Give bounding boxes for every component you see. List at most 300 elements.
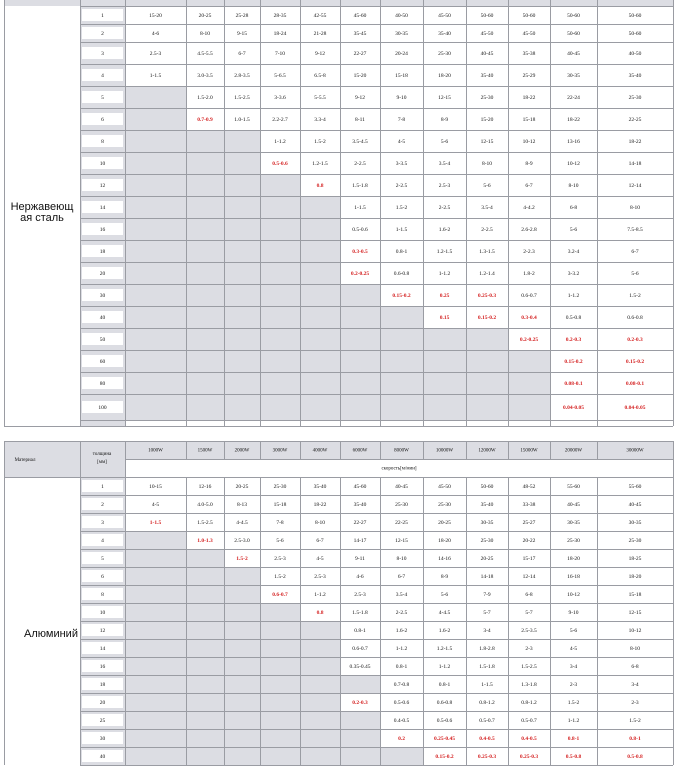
steel-speed-cell: 0.15-0.2 — [625, 358, 645, 365]
aluminum-speed-cell: 2-2.5 — [395, 609, 408, 616]
aluminum-speed-cell: 5-6 — [440, 591, 449, 598]
steel-speed-cell: 0.6-0.8 — [627, 314, 643, 321]
aluminum-speed-cell: 4-5 — [151, 501, 160, 508]
steel-speed-cell: 50-60 — [628, 12, 642, 19]
steel-speed-cell: 1.5-2 — [395, 204, 408, 211]
steel-speed-cell: 3.5-4.5 — [352, 138, 368, 145]
aluminum-speed-cell: 22-25 — [395, 519, 408, 526]
steel-speed-cell: 25-30 — [480, 94, 494, 101]
aluminum-empty-cell — [300, 747, 340, 765]
steel-speed-cell: 0.25 — [439, 292, 450, 299]
steel-empty-cell — [508, 350, 550, 372]
aluminum-empty-cell — [186, 603, 224, 621]
steel-empty-cell — [186, 152, 224, 174]
aluminum-empty-cell — [380, 747, 423, 765]
aluminum-power-header: 15000W — [520, 448, 538, 454]
steel-speed-cell: 28-35 — [273, 12, 287, 19]
aluminum-speed-cell: 8-10 — [314, 519, 326, 526]
aluminum-speed-cell: 1.5-2 — [274, 573, 286, 580]
aluminum-empty-cell — [125, 657, 186, 675]
steel-empty-cell — [224, 152, 260, 174]
steel-thickness-value: 14 — [99, 204, 106, 211]
aluminum-power-header: 8000W — [394, 448, 409, 454]
aluminum-speed-cell: 55-60 — [628, 483, 642, 490]
steel-empty-cell — [186, 350, 224, 372]
steel-speed-cell: 15-20 — [480, 116, 494, 123]
steel-empty-cell — [260, 306, 300, 328]
steel-empty-cell — [186, 218, 224, 240]
steel-speed-cell: 18-22 — [522, 94, 536, 101]
aluminum-speed-cell: 40-45 — [395, 483, 408, 490]
aluminum-speed-cell: 8-13 — [236, 501, 248, 508]
steel-speed-cell: 1.5-2.5 — [234, 94, 250, 101]
steel-speed-cell: 45-50 — [522, 30, 536, 37]
aluminum-empty-cell — [260, 603, 300, 621]
steel-thickness-value: 2 — [101, 30, 104, 37]
aluminum-speed-cell: 1.8-2.8 — [479, 645, 495, 652]
aluminum-empty-cell — [186, 585, 224, 603]
steel-empty-cell — [186, 196, 224, 218]
aluminum-empty-cell — [125, 639, 186, 657]
aluminum-speed-cell: 6-8 — [631, 663, 639, 670]
aluminum-empty-cell — [125, 675, 186, 693]
aluminum-speed-cell: 15-17 — [522, 555, 536, 562]
steel-empty-cell — [224, 240, 260, 262]
steel-empty-cell — [380, 350, 423, 372]
aluminum-speed-cell: 1-1.5 — [481, 681, 493, 688]
steel-speed-cell: 18-22 — [567, 116, 580, 123]
aluminum-speed-cell: 18-20 — [438, 537, 451, 544]
aluminum-thickness-value: 10 — [99, 609, 106, 616]
aluminum-speed-cell: 45-50 — [438, 483, 451, 490]
aluminum-material-header: Материал — [14, 458, 36, 464]
aluminum-speed-cell: 1.5-1.8 — [479, 663, 495, 670]
steel-empty-cell — [300, 306, 340, 328]
steel-empty-cell — [340, 394, 380, 420]
aluminum-empty-cell — [260, 711, 300, 729]
aluminum-speed-cell: 1.5-1.8 — [352, 609, 368, 616]
steel-speed-cell: 1-1.5 — [395, 226, 408, 233]
aluminum-speed-cell: 30-35 — [567, 519, 580, 526]
aluminum-speed-cell: 20-25 — [480, 555, 494, 562]
steel-empty-cell — [125, 328, 186, 350]
aluminum-power-header: 30000W — [626, 448, 644, 454]
aluminum-speed-cell: 16-18 — [567, 573, 580, 580]
aluminum-speed-cell: 12-15 — [628, 609, 642, 616]
aluminum-speed-cell: 1-1.2 — [438, 663, 451, 670]
steel-speed-cell: 15-20 — [149, 12, 162, 19]
aluminum-speed-label: скорость[м/мин] — [381, 466, 417, 472]
steel-speed-cell: 5-6 — [569, 226, 578, 233]
aluminum-speed-cell: 1.6-2 — [438, 627, 451, 634]
aluminum-speed-cell: 4-4.5 — [438, 609, 451, 616]
steel-speed-cell: 2-2.5 — [395, 182, 408, 189]
steel-empty-cell — [260, 350, 300, 372]
steel-speed-cell: 15-20 — [353, 72, 367, 79]
steel-speed-cell: 13-16 — [567, 138, 580, 145]
steel-speed-cell: 45-50 — [438, 12, 451, 19]
steel-empty-cell — [125, 284, 186, 306]
aluminum-empty-cell — [260, 639, 300, 657]
aluminum-speed-cell: 1.2-1.5 — [436, 645, 453, 652]
aluminum-empty-cell — [260, 729, 300, 747]
aluminum-speed-cell: 1.5-2 — [629, 717, 641, 724]
aluminum-empty-cell — [300, 693, 340, 711]
steel-empty-cell — [260, 328, 300, 350]
steel-speed-cell: 8-9 — [440, 116, 449, 123]
steel-speed-cell: 0.15 — [439, 314, 450, 321]
steel-speed-cell: 5-6.5 — [274, 72, 286, 79]
steel-speed-cell: 8-11 — [355, 116, 365, 123]
steel-speed-cell: 0.8 — [316, 182, 324, 189]
aluminum-speed-cell: 40-45 — [567, 501, 580, 508]
aluminum-speed-cell: 25-27 — [522, 519, 536, 526]
steel-speed-cell: 2-2.3 — [523, 248, 535, 255]
steel-speed-cell: 25-29 — [522, 72, 536, 79]
aluminum-speed-cell: 30-35 — [628, 519, 642, 526]
steel-speed-cell: 4-4.2 — [523, 204, 535, 211]
steel-empty-cell — [380, 306, 423, 328]
aluminum-power-header: 1500W — [197, 448, 213, 454]
steel-empty-cell — [224, 350, 260, 372]
aluminum-speed-cell: 1.5-2 — [236, 555, 248, 562]
steel-empty-cell — [340, 350, 380, 372]
aluminum-speed-cell: 4-6 — [356, 573, 364, 580]
aluminum-empty-cell — [260, 657, 300, 675]
aluminum-speed-cell: 0.15-0.2 — [435, 753, 454, 760]
aluminum-speed-cell: 0.8-1.2 — [479, 699, 495, 706]
steel-empty-cell — [186, 394, 224, 420]
steel-speed-cell: 3.2-4 — [567, 248, 580, 255]
steel-empty-cell — [125, 372, 186, 394]
aluminum-empty-cell — [186, 729, 224, 747]
aluminum-speed-cell: 50-60 — [480, 483, 494, 490]
aluminum-speed-cell: 48-52 — [522, 483, 536, 490]
steel-empty-cell — [508, 372, 550, 394]
aluminum-speed-cell: 2-3 — [569, 681, 578, 688]
aluminum-empty-cell — [224, 621, 260, 639]
steel-speed-cell: 22-24 — [567, 94, 580, 101]
aluminum-speed-cell: 40-45 — [628, 501, 642, 508]
steel-speed-cell: 5-6 — [440, 138, 449, 145]
steel-empty-cell — [466, 394, 508, 420]
aluminum-speed-cell: 3-4 — [569, 663, 578, 670]
steel-speed-cell: 40-45 — [567, 50, 580, 57]
steel-speed-cell: 1.8-2 — [523, 270, 535, 277]
aluminum-speed-cell: 2.5-3 — [314, 573, 326, 580]
steel-speed-cell: 0.5-0.6 — [352, 226, 368, 233]
aluminum-speed-cell: 4-4.5 — [236, 519, 248, 526]
aluminum-speed-cell: 0.2-0.3 — [352, 699, 368, 706]
aluminum-speed-cell: 0.25-0.45 — [433, 735, 456, 742]
steel-empty-cell — [340, 306, 380, 328]
aluminum-speed-cell: 2-3 — [525, 645, 533, 652]
aluminum-speed-cell: 0.8-1 — [438, 681, 451, 688]
steel-empty-cell — [380, 394, 423, 420]
aluminum-thickness-value: 30 — [99, 735, 106, 742]
aluminum-thickness-value: 4 — [101, 537, 104, 544]
steel-empty-cell — [125, 174, 186, 196]
steel-speed-cell: 25-30 — [438, 50, 451, 57]
steel-empty-cell — [125, 240, 186, 262]
aluminum-empty-cell — [186, 549, 224, 567]
steel-speed-cell: 42-55 — [313, 12, 327, 19]
aluminum-speed-cell: 9-10 — [568, 609, 579, 616]
aluminum-empty-cell — [300, 675, 340, 693]
aluminum-speed-cell: 3.5-4 — [395, 591, 408, 598]
aluminum-speed-cell: 35-40 — [353, 501, 367, 508]
steel-empty-cell — [186, 284, 224, 306]
steel-speed-cell: 40-50 — [395, 12, 408, 19]
steel-speed-cell: 50-60 — [522, 12, 536, 19]
steel-speed-cell: 1.6-2 — [438, 226, 451, 233]
steel-speed-cell: 3.3-4 — [314, 116, 326, 123]
steel-thickness-value: 20 — [99, 270, 106, 277]
aluminum-empty-cell — [125, 531, 186, 549]
steel-speed-cell: 1.5-2.0 — [197, 94, 213, 101]
aluminum-speed-cell: 10-12 — [628, 627, 642, 634]
aluminum-empty-cell — [224, 603, 260, 621]
steel-speed-cell: 2.6-2.8 — [521, 226, 537, 233]
steel-speed-cell: 6.5-8 — [314, 72, 326, 79]
steel-speed-cell: 1-1.2 — [274, 138, 286, 145]
steel-speed-cell: 15-18 — [395, 72, 408, 79]
steel-empty-cell — [186, 372, 224, 394]
aluminum-empty-cell — [260, 693, 300, 711]
steel-speed-cell: 2.5-3 — [149, 50, 162, 57]
steel-empty-cell — [224, 174, 260, 196]
steel-speed-cell: 1.3-1.5 — [479, 248, 495, 255]
steel-empty-cell — [125, 152, 186, 174]
steel-speed-cell: 35-40 — [438, 30, 451, 37]
steel-speed-cell: 2-2.5 — [354, 160, 366, 167]
steel-thickness-value: 30 — [99, 292, 106, 299]
steel-empty-cell — [125, 218, 186, 240]
steel-speed-cell: 1.0-1.5 — [234, 116, 250, 123]
steel-speed-cell: 35-45 — [353, 30, 367, 37]
aluminum-speed-cell: 3-4 — [483, 627, 491, 634]
aluminum-speed-cell: 1-1.2 — [314, 591, 326, 598]
aluminum-thickness-value: 25 — [99, 717, 106, 724]
aluminum-empty-cell — [186, 657, 224, 675]
steel-speed-cell: 35-40 — [480, 72, 494, 79]
aluminum-speed-cell: 1-1.2 — [395, 645, 408, 652]
aluminum-speed-cell: 1.5-2.5 — [521, 663, 537, 670]
steel-empty-cell — [186, 328, 224, 350]
aluminum-speed-cell: 1-1.2 — [567, 717, 580, 724]
aluminum-thickness-value: 12 — [99, 627, 106, 634]
aluminum-power-header: 1000W — [148, 448, 163, 454]
steel-speed-cell: 3.0-3.5 — [197, 72, 213, 79]
aluminum-empty-cell — [186, 621, 224, 639]
aluminum-speed-cell: 0.6-0.7 — [272, 591, 288, 598]
aluminum-speed-cell: 14-17 — [353, 537, 367, 544]
steel-speed-cell: 0.15-0.2 — [392, 292, 411, 299]
steel-speed-cell: 10-12 — [522, 138, 536, 145]
steel-empty-cell — [260, 262, 300, 284]
steel-speed-cell: 18-24 — [273, 30, 287, 37]
steel-empty-cell — [340, 372, 380, 394]
steel-speed-cell: 0.04-0.05 — [624, 404, 646, 411]
steel-thickness-value: 60 — [99, 358, 106, 365]
aluminum-speed-cell: 14-18 — [480, 573, 494, 580]
steel-speed-cell: 7.5-8.5 — [627, 226, 643, 233]
aluminum-speed-cell: 0.4-0.5 — [521, 735, 537, 742]
aluminum-speed-cell: 0.25-0.3 — [477, 753, 497, 760]
aluminum-empty-cell — [224, 657, 260, 675]
aluminum-empty-cell — [224, 693, 260, 711]
steel-speed-cell: 12-14 — [628, 182, 642, 189]
steel-empty-cell — [260, 284, 300, 306]
steel-speed-cell: 6-8 — [569, 204, 578, 211]
steel-speed-cell: 0.15-0.2 — [564, 358, 583, 365]
steel-speed-cell: 30-35 — [567, 72, 580, 79]
steel-empty-cell — [260, 240, 300, 262]
steel-empty-cell — [224, 394, 260, 420]
aluminum-thickness-value: 2 — [101, 501, 104, 508]
steel-empty-cell — [224, 328, 260, 350]
steel-empty-cell — [224, 284, 260, 306]
steel-speed-cell: 0.15-0.2 — [477, 314, 497, 321]
steel-empty-cell — [224, 262, 260, 284]
steel-speed-cell: 0.25-0.3 — [477, 292, 497, 299]
steel-thickness-value: 1 — [101, 12, 104, 19]
aluminum-speed-cell: 7-9 — [483, 591, 491, 598]
aluminum-speed-cell: 6-7 — [397, 573, 406, 580]
aluminum-empty-cell — [224, 639, 260, 657]
steel-material-label: ая сталь — [20, 211, 64, 224]
steel-speed-cell: 8-10 — [481, 160, 493, 167]
steel-empty-cell — [466, 372, 508, 394]
aluminum-speed-cell: 9-11 — [355, 555, 365, 562]
aluminum-empty-cell — [125, 693, 186, 711]
aluminum-speed-cell: 55-60 — [567, 483, 580, 490]
steel-speed-cell: 2.2-2.7 — [272, 116, 288, 123]
steel-empty-cell — [423, 372, 466, 394]
aluminum-speed-cell: 0.8 — [316, 609, 324, 616]
aluminum-empty-cell — [300, 657, 340, 675]
aluminum-thickness-value: 18 — [99, 681, 106, 688]
aluminum-speed-cell: 0.5-0.7 — [479, 717, 495, 724]
steel-empty-cell — [508, 394, 550, 420]
aluminum-speed-cell: 22-27 — [353, 519, 367, 526]
steel-empty-cell — [300, 284, 340, 306]
aluminum-thickness-header: толщина — [92, 452, 112, 458]
steel-speed-cell: 0.5-0.8 — [565, 314, 582, 321]
aluminum-speed-cell: 0.8-1 — [567, 735, 580, 742]
aluminum-speed-cell: 0.6-0.8 — [436, 699, 453, 706]
steel-empty-cell — [125, 306, 186, 328]
steel-speed-cell: 12-15 — [480, 138, 494, 145]
steel-speed-cell: 1-1.5 — [149, 72, 162, 79]
aluminum-empty-cell — [125, 585, 186, 603]
aluminum-empty-cell — [224, 567, 260, 585]
steel-speed-cell: 9-12 — [314, 50, 326, 57]
steel-empty-cell — [186, 174, 224, 196]
aluminum-speed-cell: 0.4-0.5 — [393, 717, 410, 724]
steel-speed-cell: 0.5-0.6 — [272, 160, 288, 167]
aluminum-thickness-value: 40 — [99, 753, 106, 760]
aluminum-speed-cell: 18-20 — [567, 555, 580, 562]
steel-speed-cell: 1-1.5 — [354, 204, 366, 211]
steel-thickness-value: 40 — [99, 314, 106, 321]
steel-speed-cell: 0.08-0.1 — [564, 380, 583, 387]
aluminum-empty-cell — [224, 747, 260, 765]
steel-speed-cell: 5-6 — [631, 270, 639, 277]
aluminum-speed-cell: 12-14 — [522, 573, 536, 580]
steel-empty-cell — [300, 240, 340, 262]
aluminum-speed-cell: 2.5-3 — [354, 591, 366, 598]
aluminum-speed-cell: 1-1.5 — [149, 519, 162, 526]
steel-speed-cell: 5-5.5 — [314, 94, 326, 101]
steel-speed-cell: 0.04-0.05 — [562, 404, 585, 411]
aluminum-empty-cell — [186, 693, 224, 711]
aluminum-speed-cell: 6-8 — [525, 591, 533, 598]
steel-speed-cell: 0.6-0.8 — [393, 270, 410, 277]
steel-speed-cell: 8-10 — [199, 30, 211, 37]
aluminum-empty-cell — [125, 603, 186, 621]
aluminum-speed-cell: 20-25 — [438, 519, 451, 526]
steel-empty-cell — [260, 394, 300, 420]
steel-speed-cell: 6-7 — [631, 248, 639, 255]
aluminum-empty-cell — [224, 711, 260, 729]
aluminum-speed-cell: 0.8-1.2 — [521, 699, 537, 706]
aluminum-speed-cell: 25-30 — [480, 537, 494, 544]
steel-empty-cell — [260, 174, 300, 196]
aluminum-power-header: 20000W — [564, 448, 583, 454]
steel-thickness-value: 80 — [99, 380, 106, 387]
steel-empty-cell — [224, 372, 260, 394]
steel-speed-cell: 8-9 — [525, 160, 533, 167]
aluminum-empty-cell — [125, 711, 186, 729]
aluminum-speed-cell: 0.2 — [398, 735, 405, 742]
steel-speed-cell: 45-50 — [480, 30, 494, 37]
aluminum-speed-cell: 0.7-0.8 — [393, 681, 410, 688]
aluminum-speed-cell: 15-18 — [273, 501, 287, 508]
aluminum-speed-cell: 8-9 — [440, 573, 449, 580]
steel-speed-cell: 50-60 — [567, 30, 580, 37]
aluminum-speed-cell: 12-15 — [395, 537, 408, 544]
aluminum-speed-cell: 1.5-2.5 — [197, 519, 213, 526]
steel-empty-cell — [186, 262, 224, 284]
aluminum-empty-cell — [224, 585, 260, 603]
steel-header-strip — [4, 0, 673, 6]
aluminum-material-label: Алюминий — [24, 627, 78, 640]
steel-speed-cell: 6-7 — [525, 182, 533, 189]
steel-speed-cell: 2.5-3 — [438, 182, 451, 189]
steel-speed-cell: 0.6-0.7 — [521, 292, 537, 299]
steel-speed-cell: 0.2-0.25 — [350, 270, 370, 277]
aluminum-empty-cell — [224, 675, 260, 693]
steel-thickness-value: 3 — [101, 50, 104, 57]
aluminum-empty-cell — [186, 747, 224, 765]
aluminum-speed-cell: 8-10 — [396, 555, 407, 562]
aluminum-speed-cell: 0.8-1 — [629, 735, 641, 742]
aluminum-power-header: 3000W — [272, 448, 288, 454]
aluminum-speed-cell: 0.8-1 — [395, 663, 408, 670]
aluminum-speed-cell: 45-60 — [353, 483, 367, 490]
aluminum-thickness-value: 6 — [101, 573, 104, 580]
steel-speed-cell: 3-3.6 — [274, 94, 286, 101]
aluminum-speed-cell: 1.3-1.8 — [521, 681, 537, 688]
aluminum-speed-cell: 25-30 — [628, 537, 642, 544]
steel-speed-cell: 0.8-1 — [395, 248, 408, 255]
aluminum-speed-cell: 2.5-3.0 — [234, 537, 250, 544]
aluminum-speed-cell: 10-12 — [567, 591, 580, 598]
aluminum-empty-cell — [260, 621, 300, 639]
steel-speed-cell: 40-45 — [480, 50, 494, 57]
steel-speed-cell: 4-6 — [151, 30, 160, 37]
